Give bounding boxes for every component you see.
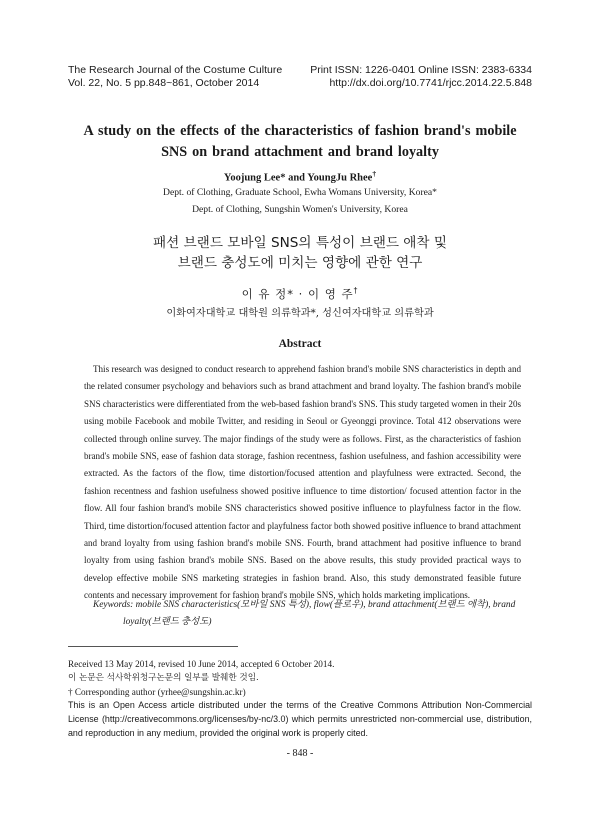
license-statement: This is an Open Access article distributed under the terms of the Creative Commons Attribution Non-Commercial License (http://creativecommons.org/licenses/by-nc/3.0) which permits unrestricted non-commercial use, distribution, and reproduction in any medium, provided the original work is properly cited.	[68, 700, 532, 738]
korean-affiliation: 이화여자대학교 대학원 의류학과*, 성신여자대학교 의류학과	[166, 308, 434, 319]
affiliation-2: Dept. of Clothing, Sungshin Women's University, Korea	[192, 204, 408, 215]
journal-name: The Research Journal of the Costume Culture	[68, 64, 283, 76]
abstract-heading: Abstract	[278, 338, 322, 350]
affiliation-1: Dept. of Clothing, Graduate School, Ewha Womans University, Korea*	[163, 187, 437, 198]
korean-author-names: 이 유 정* · 이 영 주	[241, 287, 354, 301]
footnote-divider	[68, 646, 238, 647]
korean-title-line-1: 패션 브랜드 모바일 SNS의 특성이 브랜드 애착 및	[152, 235, 448, 251]
keywords: Keywords: mobile SNS characteristics(모바일 SNS 특성), flow(플로우), brand attachment(브랜드 애착), brand loyalty(브랜드 충성도)	[93, 600, 516, 627]
korean-authors	[0, 286, 600, 302]
author-names: Yoojung Lee* and YoungJu Rhee	[223, 172, 373, 184]
korean-title	[0, 233, 600, 273]
abstract-body: This research was designed to conduct research to apprehend fashion brand's mobile SNS characteristics in depth and the related consumer psychology and behaviors such as brand attachment and brand loyalty. The fashion brand's mobile SNS characteristics were differentiated from the web-based fashion brand's SNS. This study targeted women in their 20s using mobile Facebook and mobile Twitter, and residing in Seoul or Gyeonggi province. Total 412 observations were collected through online survey. The major findings of the study were as follows. First, as the characteristics of fashion brand's mobile SNS, ease of fashion data storage, fashion recentness, fashion usefulness, and fashion accessibility were extracted. As the factors of the flow, time distortion/focused attention and playfulness were extracted. Second, the fashion recentness and fashion usefulness showed positive influence to time distortion/ focused attention factor in the flow. All four fashion brand's mobile SNS characteristics showed positive influence to playfulness factor in the flow. Third, time distortion/focused attention factor and playfulness factor both showed positive influence to brand attachment and brand loyalty from using fashion brand's mobile SNS. Fourth, brand attachment had positive influence to brand loyalty from using fashion brand's mobile SNS. Based on the above results, this study provided practical ways to develop effective mobile SNS marketing strategies in fashion brand. Also, this study demonstrated feasible future contents and necessary improvement for fashion brand's mobile SNS, which holds marketing implications.	[84, 364, 521, 601]
korean-corresponding-dagger: †	[353, 286, 359, 296]
issn: Print ISSN: 1226-0401 Online ISSN: 2383-6334	[310, 64, 532, 76]
corresponding-dagger: †	[372, 169, 377, 178]
volume-info: Vol. 22, No. 5 pp.848~861, October 2014	[68, 77, 260, 89]
title-line-1: A study on the effects of the characteristics of fashion brand's mobile	[83, 123, 517, 139]
title-line-2: SNS on brand attachment and brand loyalty	[161, 144, 439, 160]
korean-title-line-2: 브랜드 충성도에 미치는 영향에 관한 연구	[177, 255, 423, 271]
footnotes	[68, 657, 532, 740]
authors	[0, 169, 600, 184]
corresponding-author: † Corresponding author (yrhee@sungshin.ac.kr)	[68, 687, 246, 697]
received-dates: Received 13 May 2014, revised 10 June 2014, accepted 6 October 2014.	[68, 659, 335, 669]
page-number: - 848 -	[286, 748, 314, 759]
journal-header	[68, 64, 532, 90]
doi-link[interactable]: http://dx.doi.org/10.7741/rjcc.2014.22.5.848	[329, 77, 532, 89]
paper-title	[60, 121, 540, 163]
thesis-note: 이 논문은 석사학위청구논문의 일부를 발췌한 것임.	[68, 673, 259, 683]
